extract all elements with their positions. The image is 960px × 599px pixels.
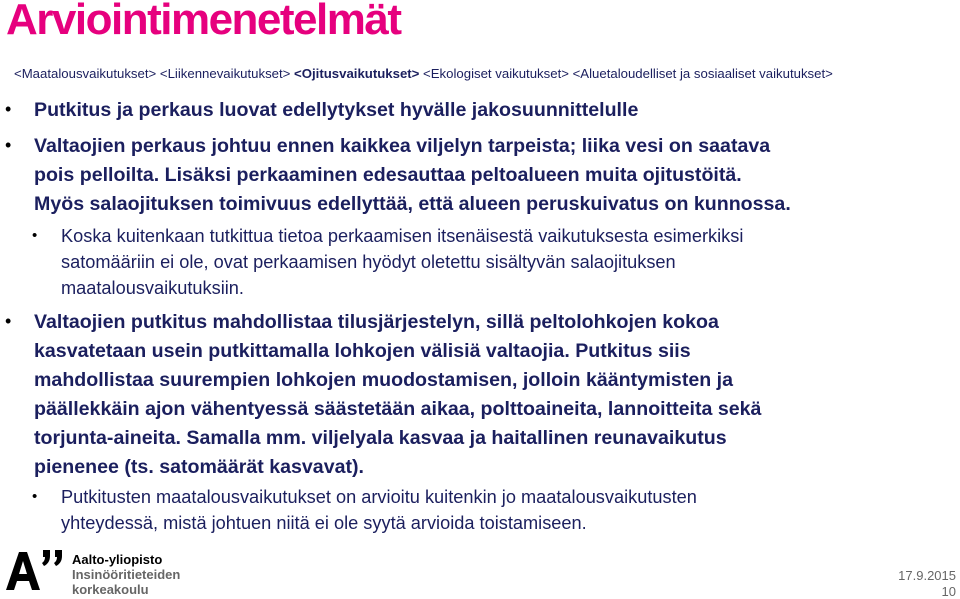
slide-date: 17.9.2015 — [898, 568, 956, 583]
bullet-line: Koska kuitenkaan tutkittua tietoa perkaamisen itsenäisestä vaikutuksesta esimerkiksi — [61, 226, 744, 246]
bullet-line: Putkitusten maatalousvaikutukset on arvioitu kuitenkin jo maatalousvaikutusten — [61, 487, 697, 507]
bullet-line: Valtaojien perkaus johtuu ennen kaikkea viljelyn tarpeista; liika vesi on saatava — [34, 135, 771, 157]
breadcrumb-before: <Maatalousvaikutukset> <Liikennevaikutukset> — [14, 66, 295, 81]
bullet-text — [34, 308, 761, 482]
bullet-text — [61, 223, 743, 301]
slide-title: Arviointimenetelmät — [6, 0, 401, 44]
breadcrumb-after: <Ekologiset vaikutukset> <Aluetaloudelliset ja sosiaaliset vaikutukset> — [419, 66, 833, 81]
breadcrumb — [14, 66, 833, 81]
bullet-marker: • — [5, 311, 12, 331]
bullet-line: mahdollistaa suurempien lohkojen muodostamisen, jolloin kääntymisten ja — [34, 369, 733, 391]
bullet-marker: • — [32, 227, 38, 244]
logo-line: Aalto-yliopisto — [72, 552, 163, 567]
page-number: 10 — [941, 584, 956, 599]
bullet-line: satomääriin ei ole, ovat perkaamisen hyödyt oletettu sisältyvän salaojituksen — [61, 252, 676, 272]
bullet-line: Putkitus ja perkaus luovat edellytykset hyvälle jakosuunnittelulle — [34, 99, 639, 121]
bullet-line: torjunta-aineita. Samalla mm. viljelyala kasvaa ja haitallinen reunavaikutus — [34, 427, 727, 449]
bullet-line: Valtaojien putkitus mahdollistaa tilusjärjestelyn, sillä peltolohkojen kokoa — [34, 311, 719, 333]
bullet-line: Myös salaojituksen toimivuus edellyttää, että alueen peruskuivatus on kunnossa. — [34, 193, 791, 215]
institution-name — [72, 552, 180, 597]
bullet-line: yhteydessä, mistä johtuen niitä ei ole syytä arvioida toistamiseen. — [61, 513, 587, 533]
aalto-logo-icon — [6, 548, 66, 597]
bullet-marker: • — [5, 135, 12, 155]
bullet-line: pois pelloilta. Lisäksi perkaaminen edesauttaa peltoalueen muita ojitustöitä. — [34, 164, 742, 186]
bullet-line: pienenee (ts. satomäärät kasvavat). — [34, 456, 364, 478]
bullet-text — [34, 96, 638, 125]
logo-line: korkeakoulu — [72, 582, 149, 597]
logo-line: Insinööritieteiden — [72, 567, 181, 582]
bullet-line: maatalousvaikutuksiin. — [61, 278, 244, 298]
breadcrumb-current: <Ojitusvaikutukset> — [294, 66, 420, 81]
bullet-text — [34, 132, 791, 219]
bullet-marker: • — [5, 99, 12, 119]
bullet-marker: • — [32, 488, 38, 505]
bullet-line: päällekkäin ajon vähentyessä säästetään aikaa, polttoaineita, lannoitteita sekä — [34, 398, 762, 420]
bullet-text — [61, 484, 697, 536]
bullet-line: kasvatetaan usein putkittamalla lohkojen välisiä valtaojia. Putkitus siis — [34, 340, 691, 362]
